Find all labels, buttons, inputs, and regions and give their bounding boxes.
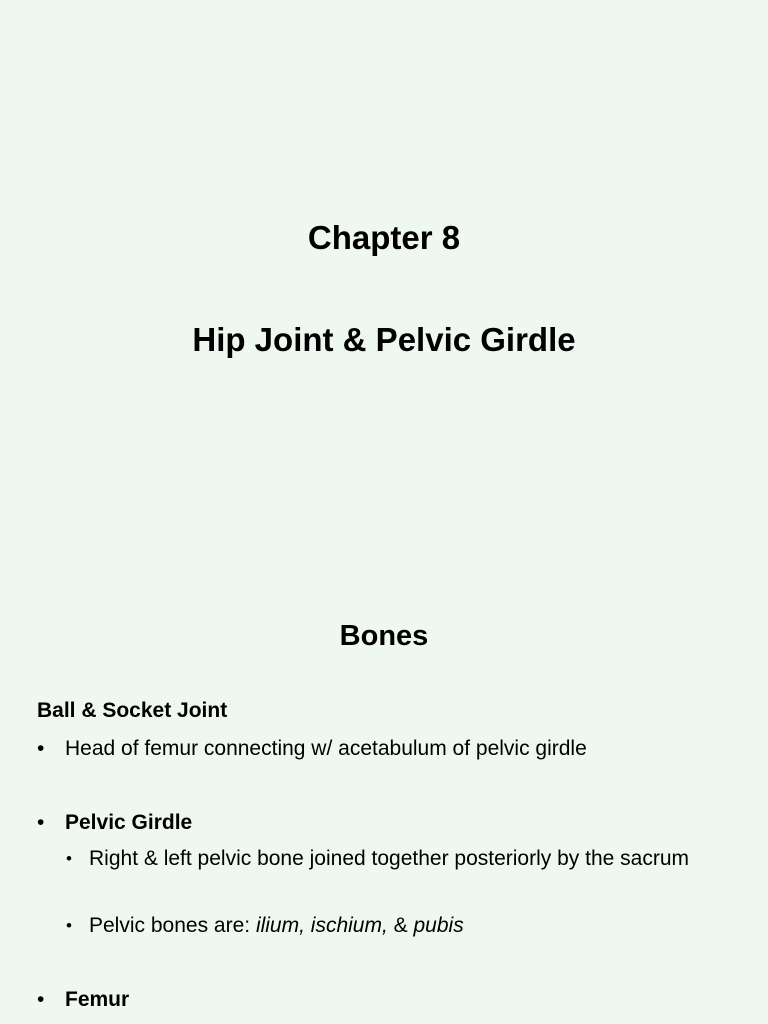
sub-bullet-marker: • [66,916,72,935]
bullet-marker: • [37,737,45,760]
bullet-text: Femur [65,988,130,1011]
chapter-title: Chapter 8 [307,219,461,256]
topic-title: Hip Joint & Pelvic Girdle [192,321,576,358]
bullet-item [37,987,129,1013]
bone-terms: ilium, ischium, [255,914,388,937]
bone-term-pubis: pubis [413,914,464,937]
bone-joiner: & [387,914,414,937]
section-title: Bones [339,620,429,652]
sub-bullet-text [89,913,706,939]
sub-bullet-item [66,846,706,872]
sub-bullet-marker: • [66,849,72,868]
bullet-text: Head of femur connecting w/ acetabulum of pelvic girdle [65,737,587,760]
sub-bullet-prefix: Pelvic bones are: [89,914,256,937]
joint-type-heading: Ball & Socket Joint [37,699,228,722]
sub-bullet-text: Right & left pelvic bone joined together posteriorly by the sacrum [89,847,689,870]
sub-bullet-item [66,913,706,939]
bullet-item [37,736,587,762]
bullet-text: Pelvic Girdle [65,811,193,834]
bullet-item [37,810,192,836]
bullet-marker: • [37,988,45,1011]
bullet-marker: • [37,811,45,834]
